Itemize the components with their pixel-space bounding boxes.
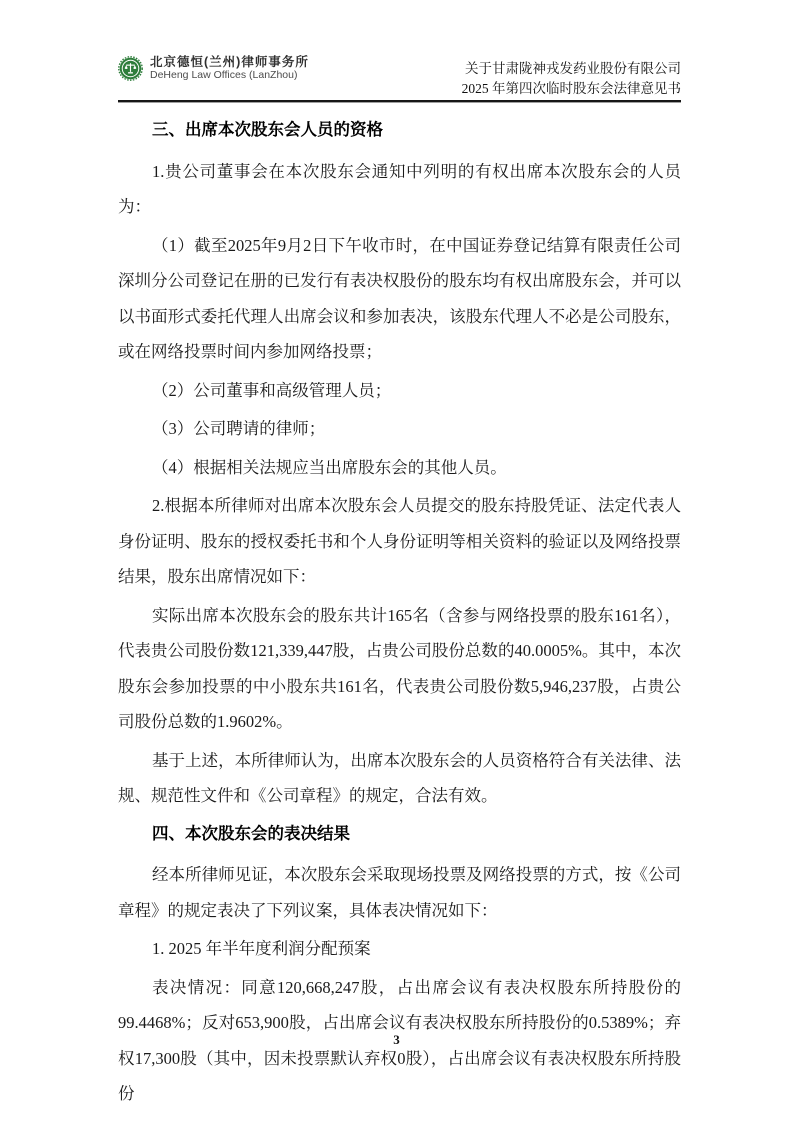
- deheng-seal-icon: [118, 56, 143, 81]
- header-divider: [118, 100, 681, 102]
- paragraph: 1.贵公司董事会在本次股东会通知中列明的有权出席本次股东会的人员为：: [118, 161, 681, 216]
- firm-name-en: DeHeng Law Offices (LanZhou): [150, 69, 298, 81]
- paragraph: 实际出席本次股东会的股东共计165名（含参与网络投票的股东161名），代表贵公司股份数121,339,447股，占贵公司股份总数的40.0005%。其中，本次股东会参加投票的中小股东共161名，代表贵公司股份数5,946,237股，占贵公司股份总数的1.9602%。: [118, 605, 681, 731]
- paragraph: （4）根据相关法规应当出席股东会的其他人员。: [152, 457, 507, 477]
- paragraph: （3）公司聘请的律师；: [152, 419, 326, 438]
- paragraph: 基于上述，本所律师认为，出席本次股东会的人员资格符合有关法律、法规、规范性文件和《公司章程》的规定，合法有效。: [118, 750, 681, 805]
- page-number: 3: [393, 1032, 400, 1047]
- paragraph: 2.根据本所律师对出席本次股东会人员提交的股东持股凭证、法定代表人身份证明、股东的授权委托书和个人身份证明等相关资料的验证以及网络投票结果，股东出席情况如下：: [118, 496, 681, 586]
- doc-ref-line1: 关于甘肃陇神戎发药业股份有限公司: [465, 61, 681, 76]
- paragraph: 表决情况：同意120,668,247股，占出席会议有表决权股东所持股份的99.4468%；反对653,900股，占出席会议有表决权股东所持股份的0.5389%；弃权17,300股（其中，因未投票默认弃权0股），占出席会议有表决权股东所持股份: [118, 977, 681, 1103]
- document-reference: [462, 59, 681, 99]
- page-header: [118, 55, 681, 99]
- firm-brand: [118, 55, 309, 82]
- paragraph: （1）截至2025年9月2日下午收市时，在中国证券登记结算有限责任公司深圳分公司登记在册的已发行有表决权股份的股东均有权出席股东会，并可以以书面形式委托代理人出席会议和参加表决，该股东代理人不必是公司股东，或在网络投票时间内参加网络投票；: [118, 235, 681, 361]
- section-heading-4: 四、本次股东会的表决结果: [152, 824, 350, 843]
- paragraph: 经本所律师见证，本次股东会采取现场投票及网络投票的方式，按《公司章程》的规定表决了下列议案，具体表决情况如下：: [118, 865, 681, 920]
- doc-ref-line2: 2025 年第四次临时股东会法律意见书: [461, 81, 681, 96]
- section-heading-3: 三、出席本次股东会人员的资格: [152, 121, 383, 139]
- document-content: [118, 112, 681, 1115]
- firm-name-cn: 北京德恒(兰州)律师事务所: [150, 55, 309, 69]
- paragraph: 1. 2025 年半年度利润分配预案: [152, 939, 371, 958]
- paragraph: （2）公司董事和高级管理人员；: [152, 380, 392, 400]
- firm-name-block: [150, 55, 309, 82]
